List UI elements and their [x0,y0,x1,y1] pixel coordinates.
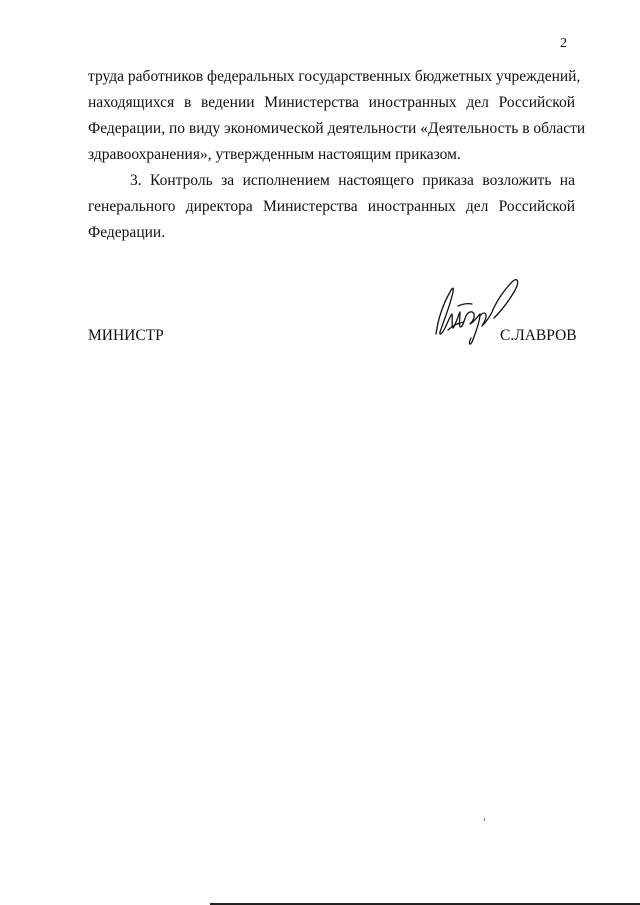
paragraph-line: здравоохранения», утвержденным настоящим приказом. [88,146,461,163]
paragraph-3 [88,168,575,246]
signatory-name: С.ЛАВРОВ [500,327,577,344]
page-number: 2 [560,36,567,51]
paragraph-line: труда работников федеральных государственных бюджетных учреждений, [88,68,581,85]
scan-speck [484,818,485,821]
paragraph-continuation [88,64,586,168]
paragraph-line: находящихся в ведении Министерства иностранных дел Российской [88,94,575,111]
paragraph-line: Федерации, по виду экономической деятельности «Деятельность в области [88,120,586,137]
signatory-title: МИНИСТР [88,327,164,344]
paragraph-line: 3. Контроль за исполнением настоящего приказа возложить на [130,172,575,189]
paragraph-line: генерального директора Министерства иностранных дел Российской [88,198,575,215]
paragraph-line: Федерации. [88,224,166,241]
